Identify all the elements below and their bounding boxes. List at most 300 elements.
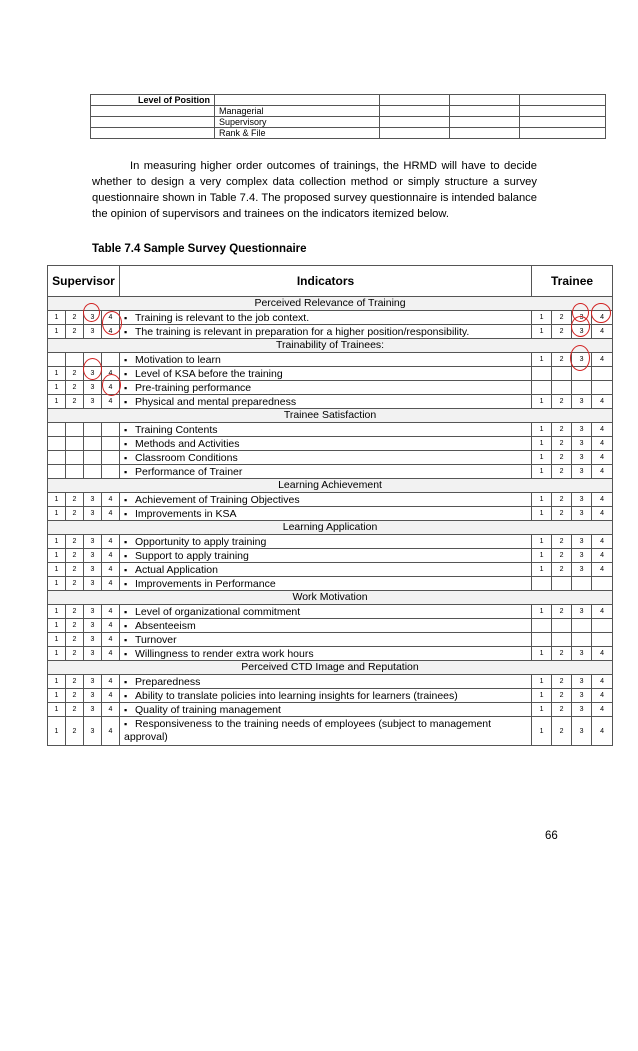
bullet-icon: ▪ <box>124 634 128 645</box>
indicator-cell <box>120 325 532 339</box>
indicator-cell <box>120 563 532 577</box>
trainee-rating-cell: 4 <box>592 423 613 437</box>
trainee-rating-cell <box>552 633 572 647</box>
trainee-rating-cell: 2 <box>552 423 572 437</box>
supervisor-rating-cell: 1 <box>48 605 66 619</box>
indicator-row <box>48 507 613 521</box>
bullet-icon: ▪ <box>124 466 128 477</box>
trainee-rating-cell: 2 <box>552 451 572 465</box>
trainee-rating-cell: 4 <box>592 311 613 325</box>
indicator-row <box>48 465 613 479</box>
supervisor-rating-cell <box>66 451 84 465</box>
bullet-icon: ▪ <box>124 438 128 449</box>
indicator-text: Opportunity to apply training <box>135 535 267 548</box>
indicator-row <box>48 549 613 563</box>
supervisor-rating-cell: 3 <box>84 549 102 563</box>
trainee-rating-cell: 1 <box>532 325 552 339</box>
indicator-cell <box>120 647 532 661</box>
supervisor-rating-cell <box>102 437 120 451</box>
indicator-row <box>48 619 613 633</box>
indicator-cell <box>120 353 532 367</box>
survey-body <box>48 297 613 746</box>
table-caption: Table 7.4 Sample Survey Questionnaire <box>92 243 307 255</box>
trainee-rating-cell: 4 <box>592 703 613 717</box>
bullet-icon: ▪ <box>124 690 128 701</box>
annotation-circle <box>591 303 611 323</box>
supervisor-rating-cell: 1 <box>48 535 66 549</box>
supervisor-rating-cell: 1 <box>48 367 66 381</box>
indicator-text: The training is relevant in preparation for a higher position/responsibility. <box>135 325 470 338</box>
supervisor-rating-cell: 4 <box>102 549 120 563</box>
trainee-rating-cell: 3 <box>572 549 592 563</box>
indicator-cell <box>120 689 532 703</box>
supervisor-rating-cell: 4 <box>102 689 120 703</box>
bullet-icon: ▪ <box>124 620 128 631</box>
trainee-rating-cell: 2 <box>552 437 572 451</box>
indicator-text: Methods and Activities <box>135 437 240 450</box>
supervisor-header: Supervisor <box>48 266 120 297</box>
trainee-rating-cell <box>592 577 613 591</box>
section-title: Trainability of Trainees: <box>48 339 613 353</box>
indicator-text: Training is relevant to the job context. <box>135 311 310 324</box>
trainee-rating-cell <box>532 633 552 647</box>
trainee-rating-cell: 1 <box>532 717 552 746</box>
supervisor-rating-cell: 3 <box>84 395 102 409</box>
bullet-icon: ▪ <box>124 578 128 589</box>
bullet-icon: ▪ <box>124 508 128 519</box>
supervisor-rating-cell <box>66 465 84 479</box>
indicator-row <box>48 577 613 591</box>
supervisor-rating-cell: 4 <box>102 325 120 339</box>
supervisor-rating-cell <box>84 451 102 465</box>
supervisor-rating-cell: 2 <box>66 311 84 325</box>
indicator-row <box>48 563 613 577</box>
bullet-icon: ▪ <box>124 550 128 561</box>
trainee-rating-cell: 4 <box>592 507 613 521</box>
supervisor-rating-cell: 2 <box>66 507 84 521</box>
trainee-rating-cell <box>552 381 572 395</box>
trainee-rating-cell: 2 <box>552 507 572 521</box>
trainee-rating-cell: 3 <box>572 423 592 437</box>
trainee-rating-cell: 2 <box>552 647 572 661</box>
trainee-rating-cell: 3 <box>572 689 592 703</box>
trainee-rating-cell: 2 <box>552 325 572 339</box>
bullet-icon: ▪ <box>124 606 128 617</box>
supervisor-rating-cell: 1 <box>48 507 66 521</box>
supervisor-rating-cell: 4 <box>102 577 120 591</box>
bullet-icon: ▪ <box>124 676 128 687</box>
annotation-circle <box>83 358 102 380</box>
supervisor-rating-cell <box>48 451 66 465</box>
trainee-rating-cell <box>572 633 592 647</box>
indicator-text: Training Contents <box>135 423 218 436</box>
indicator-row <box>48 717 613 746</box>
indicator-row <box>48 633 613 647</box>
section-row <box>48 297 613 311</box>
indicator-row <box>48 395 613 409</box>
supervisor-rating-cell: 2 <box>66 633 84 647</box>
indicator-text: Achievement of Training Objectives <box>135 493 300 506</box>
trainee-rating-cell: 3 <box>572 605 592 619</box>
level-row-label: Supervisory <box>215 117 380 128</box>
indicator-row <box>48 647 613 661</box>
section-title: Perceived Relevance of Training <box>48 297 613 311</box>
trainee-rating-cell: 4 <box>592 675 613 689</box>
supervisor-rating-cell: 4 <box>102 493 120 507</box>
supervisor-rating-cell: 2 <box>66 535 84 549</box>
indicator-cell <box>120 395 532 409</box>
supervisor-rating-cell: 3 <box>84 689 102 703</box>
indicators-header: Indicators <box>120 266 532 297</box>
indicator-cell <box>120 703 532 717</box>
trainee-rating-cell: 2 <box>552 563 572 577</box>
indicator-text: Pre-training performance <box>135 381 252 394</box>
indicator-row <box>48 325 613 339</box>
supervisor-rating-cell: 2 <box>66 647 84 661</box>
indicator-cell <box>120 507 532 521</box>
trainee-rating-cell: 1 <box>532 423 552 437</box>
supervisor-rating-cell: 1 <box>48 633 66 647</box>
trainee-rating-cell: 3 <box>572 493 592 507</box>
indicator-text: Level of organizational commitment <box>135 605 301 618</box>
trainee-rating-cell: 1 <box>532 451 552 465</box>
indicator-text: Level of KSA before the training <box>135 367 283 380</box>
indicator-text: Quality of training management <box>135 703 281 716</box>
supervisor-rating-cell: 4 <box>102 507 120 521</box>
indicator-cell <box>120 381 532 395</box>
supervisor-rating-cell <box>48 423 66 437</box>
supervisor-rating-cell: 1 <box>48 647 66 661</box>
trainee-rating-cell: 1 <box>532 535 552 549</box>
bullet-icon: ▪ <box>124 719 128 729</box>
trainee-rating-cell <box>532 381 552 395</box>
trainee-rating-cell: 2 <box>552 703 572 717</box>
indicator-row <box>48 451 613 465</box>
section-row <box>48 591 613 605</box>
trainee-rating-cell: 4 <box>592 647 613 661</box>
supervisor-rating-cell: 1 <box>48 703 66 717</box>
trainee-rating-cell <box>572 577 592 591</box>
section-title: Work Motivation <box>48 591 613 605</box>
indicator-cell <box>120 465 532 479</box>
bullet-icon: ▪ <box>124 326 128 337</box>
section-row <box>48 409 613 423</box>
indicator-row <box>48 437 613 451</box>
trainee-rating-cell: 4 <box>592 325 613 339</box>
survey-questionnaire-table <box>47 265 613 746</box>
supervisor-rating-cell: 4 <box>102 395 120 409</box>
indicator-cell <box>120 423 532 437</box>
indicator-cell <box>120 619 532 633</box>
indicator-text: Performance of Trainer <box>135 465 243 478</box>
supervisor-rating-cell: 2 <box>66 367 84 381</box>
trainee-rating-cell: 1 <box>532 437 552 451</box>
supervisor-rating-cell: 2 <box>66 563 84 577</box>
section-title: Learning Application <box>48 521 613 535</box>
trainee-rating-cell <box>592 381 613 395</box>
level-of-position-table <box>90 94 606 139</box>
indicator-row <box>48 381 613 395</box>
trainee-rating-cell: 2 <box>552 353 572 367</box>
trainee-rating-cell: 3 <box>572 465 592 479</box>
bullet-icon: ▪ <box>124 312 128 323</box>
supervisor-rating-cell <box>66 437 84 451</box>
trainee-rating-cell: 4 <box>592 549 613 563</box>
trainee-rating-cell: 3 <box>572 395 592 409</box>
indicator-text: Support to apply training <box>135 549 249 562</box>
section-title: Trainee Satisfaction <box>48 409 613 423</box>
section-title: Perceived CTD Image and Reputation <box>48 661 613 675</box>
bullet-icon: ▪ <box>124 494 128 505</box>
trainee-rating-cell: 1 <box>532 689 552 703</box>
supervisor-rating-cell: 2 <box>66 689 84 703</box>
supervisor-rating-cell: 2 <box>66 605 84 619</box>
trainee-rating-cell: 4 <box>592 395 613 409</box>
supervisor-rating-cell: 3 <box>84 381 102 395</box>
trainee-rating-cell <box>532 619 552 633</box>
trainee-rating-cell: 1 <box>532 647 552 661</box>
trainee-rating-cell <box>532 577 552 591</box>
trainee-rating-cell <box>532 367 552 381</box>
supervisor-rating-cell: 4 <box>102 535 120 549</box>
annotation-circle <box>571 316 590 337</box>
trainee-rating-cell: 2 <box>552 311 572 325</box>
indicator-text: Willingness to render extra work hours <box>135 647 314 660</box>
annotation-circle <box>102 311 122 335</box>
trainee-rating-cell: 3 <box>572 325 592 339</box>
supervisor-rating-cell: 2 <box>66 325 84 339</box>
supervisor-rating-cell: 3 <box>84 633 102 647</box>
indicator-cell <box>120 367 532 381</box>
supervisor-rating-cell: 1 <box>48 619 66 633</box>
supervisor-rating-cell: 1 <box>48 311 66 325</box>
indicator-cell <box>120 451 532 465</box>
supervisor-rating-cell: 2 <box>66 619 84 633</box>
supervisor-rating-cell: 1 <box>48 549 66 563</box>
section-row <box>48 479 613 493</box>
supervisor-rating-cell <box>48 465 66 479</box>
supervisor-rating-cell: 2 <box>66 675 84 689</box>
trainee-rating-cell: 2 <box>552 535 572 549</box>
indicator-cell <box>120 493 532 507</box>
supervisor-rating-cell <box>102 451 120 465</box>
bullet-icon: ▪ <box>124 424 128 435</box>
annotation-circle <box>570 345 590 371</box>
level-header: Level of Position <box>91 95 215 106</box>
indicator-cell <box>120 633 532 647</box>
trainee-rating-cell: 4 <box>592 717 613 746</box>
supervisor-rating-cell: 4 <box>102 605 120 619</box>
supervisor-rating-cell: 1 <box>48 325 66 339</box>
trainee-rating-cell: 4 <box>592 451 613 465</box>
page-number: 66 <box>545 830 558 842</box>
supervisor-rating-cell: 3 <box>84 675 102 689</box>
trainee-rating-cell: 2 <box>552 549 572 563</box>
supervisor-rating-cell <box>66 423 84 437</box>
section-row <box>48 339 613 353</box>
supervisor-rating-cell <box>102 423 120 437</box>
trainee-rating-cell: 4 <box>592 493 613 507</box>
section-row <box>48 521 613 535</box>
supervisor-rating-cell: 4 <box>102 675 120 689</box>
trainee-rating-cell: 2 <box>552 717 572 746</box>
section-title: Learning Achievement <box>48 479 613 493</box>
supervisor-rating-cell: 3 <box>84 507 102 521</box>
trainee-rating-cell <box>552 577 572 591</box>
supervisor-rating-cell: 1 <box>48 381 66 395</box>
level-row-label: Rank & File <box>215 128 380 139</box>
supervisor-rating-cell: 3 <box>84 647 102 661</box>
indicator-row <box>48 311 613 325</box>
trainee-rating-cell <box>552 619 572 633</box>
bullet-icon: ▪ <box>124 648 128 659</box>
indicator-cell <box>120 311 532 325</box>
supervisor-rating-cell: 1 <box>48 689 66 703</box>
supervisor-rating-cell: 1 <box>48 563 66 577</box>
trainee-rating-cell: 3 <box>572 703 592 717</box>
supervisor-rating-cell: 4 <box>102 311 120 325</box>
indicator-cell <box>120 535 532 549</box>
supervisor-rating-cell <box>102 465 120 479</box>
trainee-rating-cell <box>572 619 592 633</box>
body-paragraph: In measuring higher order outcomes of trainings, the HRMD will have to decide whether to design a very complex data collection method or simply structure a survey questionnaire shown in Table 7.4. The proposed survey questionnaire is intended balance the opinion of supervisors and trainees on the indicators itemized below. <box>92 160 537 220</box>
trainee-rating-cell: 4 <box>592 563 613 577</box>
supervisor-rating-cell <box>66 353 84 367</box>
trainee-rating-cell: 4 <box>592 353 613 367</box>
indicator-cell <box>120 717 532 746</box>
section-row <box>48 661 613 675</box>
indicator-text: Actual Application <box>135 563 218 576</box>
annotation-circle <box>83 303 100 322</box>
indicator-text: Turnover <box>135 633 177 646</box>
supervisor-rating-cell: 4 <box>102 563 120 577</box>
indicator-text: Physical and mental preparedness <box>135 395 297 408</box>
indicator-cell <box>120 549 532 563</box>
supervisor-rating-cell: 3 <box>84 619 102 633</box>
trainee-rating-cell: 3 <box>572 437 592 451</box>
bullet-icon: ▪ <box>124 396 128 407</box>
supervisor-rating-cell: 4 <box>102 703 120 717</box>
trainee-rating-cell: 3 <box>572 675 592 689</box>
indicator-text: Classroom Conditions <box>135 451 238 464</box>
bullet-icon: ▪ <box>124 368 128 379</box>
trainee-rating-cell: 1 <box>532 311 552 325</box>
supervisor-rating-cell: 4 <box>102 633 120 647</box>
trainee-rating-cell: 1 <box>532 605 552 619</box>
indicator-text: Improvements in Performance <box>135 577 276 590</box>
trainee-rating-cell: 3 <box>572 563 592 577</box>
trainee-rating-cell: 2 <box>552 675 572 689</box>
supervisor-rating-cell: 3 <box>84 577 102 591</box>
supervisor-rating-cell: 3 <box>84 367 102 381</box>
supervisor-rating-cell: 2 <box>66 577 84 591</box>
supervisor-rating-cell: 4 <box>102 619 120 633</box>
trainee-rating-cell: 4 <box>592 437 613 451</box>
indicator-cell <box>120 577 532 591</box>
trainee-rating-cell: 1 <box>532 395 552 409</box>
bullet-icon: ▪ <box>124 452 128 463</box>
trainee-rating-cell: 1 <box>532 493 552 507</box>
trainee-rating-cell <box>592 633 613 647</box>
trainee-rating-cell: 4 <box>592 535 613 549</box>
supervisor-rating-cell: 1 <box>48 675 66 689</box>
trainee-rating-cell: 3 <box>572 353 592 367</box>
trainee-rating-cell: 3 <box>572 451 592 465</box>
bullet-icon: ▪ <box>124 536 128 547</box>
indicator-row <box>48 423 613 437</box>
supervisor-rating-cell: 1 <box>48 493 66 507</box>
trainee-header: Trainee <box>532 266 613 297</box>
indicator-text: Ability to translate policies into learning insights for learners (trainees) <box>135 689 458 702</box>
trainee-rating-cell: 3 <box>572 647 592 661</box>
indicator-cell <box>120 437 532 451</box>
supervisor-rating-cell: 2 <box>66 395 84 409</box>
indicator-row <box>48 675 613 689</box>
supervisor-rating-cell <box>84 437 102 451</box>
trainee-rating-cell: 1 <box>532 549 552 563</box>
indicator-row <box>48 605 613 619</box>
supervisor-rating-cell <box>102 353 120 367</box>
indicator-text: Absenteeism <box>135 619 196 632</box>
supervisor-rating-cell: 4 <box>102 717 120 746</box>
trainee-rating-cell <box>592 619 613 633</box>
trainee-rating-cell: 2 <box>552 493 572 507</box>
trainee-rating-cell: 2 <box>552 465 572 479</box>
trainee-rating-cell: 1 <box>532 703 552 717</box>
trainee-rating-cell: 2 <box>552 689 572 703</box>
trainee-rating-cell: 4 <box>592 689 613 703</box>
indicator-text: Responsiveness to the training needs of employees (subject to management approval) <box>124 718 492 743</box>
trainee-rating-cell: 1 <box>532 675 552 689</box>
trainee-rating-cell: 4 <box>592 465 613 479</box>
trainee-rating-cell: 1 <box>532 465 552 479</box>
supervisor-rating-cell <box>48 437 66 451</box>
trainee-rating-cell <box>552 367 572 381</box>
level-row-label: Managerial <box>215 106 380 117</box>
bullet-icon: ▪ <box>124 382 128 393</box>
indicator-text: Motivation to learn <box>135 353 221 366</box>
trainee-rating-cell: 3 <box>572 507 592 521</box>
supervisor-rating-cell: 2 <box>66 549 84 563</box>
supervisor-rating-cell: 3 <box>84 493 102 507</box>
trainee-rating-cell: 2 <box>552 395 572 409</box>
supervisor-rating-cell: 4 <box>102 647 120 661</box>
bullet-icon: ▪ <box>124 564 128 575</box>
indicator-row <box>48 353 613 367</box>
trainee-rating-cell <box>572 381 592 395</box>
trainee-rating-cell: 1 <box>532 353 552 367</box>
indicator-row <box>48 703 613 717</box>
supervisor-rating-cell: 3 <box>84 605 102 619</box>
indicator-cell <box>120 675 532 689</box>
trainee-rating-cell: 4 <box>592 605 613 619</box>
trainee-rating-cell: 3 <box>572 311 592 325</box>
supervisor-rating-cell: 1 <box>48 717 66 746</box>
supervisor-rating-cell: 3 <box>84 563 102 577</box>
indicator-row <box>48 367 613 381</box>
trainee-rating-cell: 2 <box>552 605 572 619</box>
supervisor-rating-cell: 1 <box>48 395 66 409</box>
supervisor-rating-cell <box>48 353 66 367</box>
trainee-rating-cell: 1 <box>532 507 552 521</box>
supervisor-rating-cell: 1 <box>48 577 66 591</box>
supervisor-rating-cell: 3 <box>84 535 102 549</box>
indicator-text: Improvements in KSA <box>135 507 237 520</box>
supervisor-rating-cell: 2 <box>66 703 84 717</box>
trainee-rating-cell: 1 <box>532 563 552 577</box>
trainee-rating-cell: 3 <box>572 717 592 746</box>
supervisor-rating-cell: 3 <box>84 311 102 325</box>
